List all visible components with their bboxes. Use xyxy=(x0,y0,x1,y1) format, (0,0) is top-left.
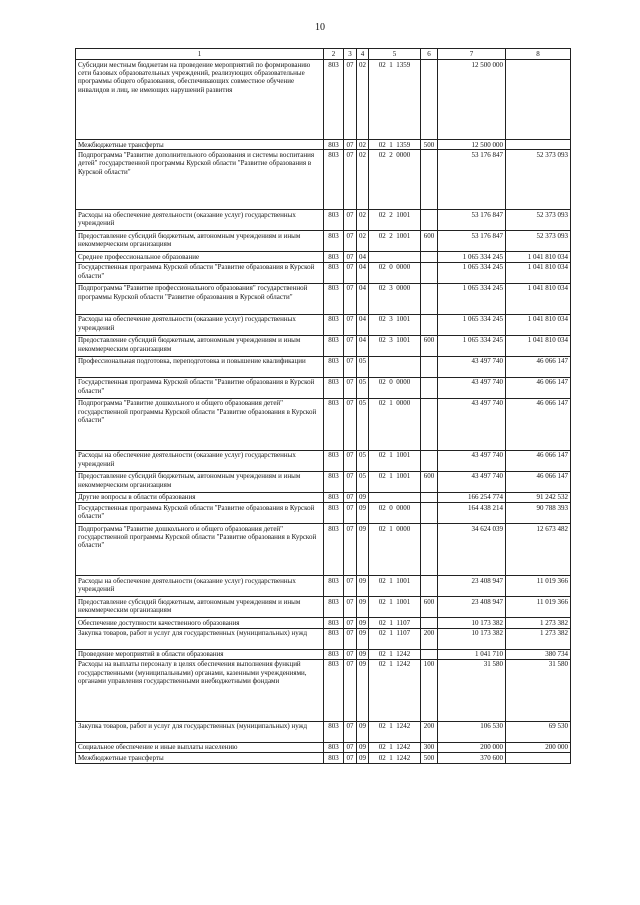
row-name-cell: Межбюджетные трансферты xyxy=(76,140,324,150)
row-grbs-cell: 803 xyxy=(324,60,344,140)
row-target-article-cell: 02 0 0000 xyxy=(369,377,421,398)
row-expense-type-cell xyxy=(421,210,438,231)
row-subsection-cell: 04 xyxy=(357,262,369,283)
row-target-article-cell: 02 1 1359 xyxy=(369,140,421,150)
row-expense-type-cell xyxy=(421,576,438,597)
table-row xyxy=(76,649,571,659)
row-target-article-cell: 02 0 0000 xyxy=(369,503,421,524)
row-amount-year1-cell: 200 000 xyxy=(438,742,506,752)
row-amount-year2-cell: 1 041 810 034 xyxy=(506,314,571,335)
row-amount-year2-cell: 1 041 810 034 xyxy=(506,262,571,283)
row-section-cell: 07 xyxy=(344,60,357,140)
row-expense-type-cell: 200 xyxy=(421,721,438,742)
row-amount-year2-cell: 380 734 xyxy=(506,649,571,659)
row-expense-type-cell: 600 xyxy=(421,231,438,252)
row-expense-type-cell: 500 xyxy=(421,140,438,150)
page-number: 10 xyxy=(315,22,325,33)
table-row xyxy=(76,753,571,763)
row-grbs-cell: 803 xyxy=(324,649,344,659)
row-subsection-cell: 09 xyxy=(357,597,369,618)
row-amount-year1-cell: 34 624 039 xyxy=(438,524,506,576)
row-amount-year1-cell: 1 065 334 245 xyxy=(438,335,506,356)
row-amount-year2-cell: 52 373 093 xyxy=(506,231,571,252)
row-expense-type-cell xyxy=(421,649,438,659)
row-name-cell: Подпрограмма "Развитие дополнительного образования и системы воспитания детей" государственной программы Курской области "Развитие образования в Курской области" xyxy=(76,150,324,210)
row-target-article-cell: 02 1 1242 xyxy=(369,659,421,721)
table-row xyxy=(76,283,571,314)
table-row xyxy=(76,140,571,150)
row-expense-type-cell xyxy=(421,618,438,628)
row-subsection-cell: 05 xyxy=(357,356,369,377)
row-subsection-cell: 09 xyxy=(357,659,369,721)
row-amount-year1-cell: 1 065 334 245 xyxy=(438,314,506,335)
row-amount-year1-cell: 43 497 740 xyxy=(438,377,506,398)
row-amount-year2-cell: 46 066 147 xyxy=(506,377,571,398)
row-expense-type-cell xyxy=(421,314,438,335)
row-subsection-cell: 02 xyxy=(357,150,369,210)
row-amount-year1-cell: 1 065 334 245 xyxy=(438,262,506,283)
row-target-article-cell: 02 1 0000 xyxy=(369,524,421,576)
row-target-article-cell: 02 1 1242 xyxy=(369,649,421,659)
row-grbs-cell: 803 xyxy=(324,597,344,618)
row-grbs-cell: 803 xyxy=(324,576,344,597)
row-name-cell: Подпрограмма "Развитие профессионального образования" государственной программы Курской области "Развитие образования в Курской области" xyxy=(76,283,324,314)
row-section-cell: 07 xyxy=(344,252,357,262)
row-subsection-cell: 09 xyxy=(357,742,369,752)
row-target-article-cell: 02 1 1242 xyxy=(369,742,421,752)
row-subsection-cell: 09 xyxy=(357,503,369,524)
row-name-cell: Межбюджетные трансферты xyxy=(76,753,324,763)
table-row xyxy=(76,618,571,628)
row-expense-type-cell: 100 xyxy=(421,659,438,721)
row-amount-year2-cell: 200 000 xyxy=(506,742,571,752)
row-section-cell: 07 xyxy=(344,335,357,356)
row-subsection-cell: 09 xyxy=(357,721,369,742)
row-subsection-cell: 09 xyxy=(357,524,369,576)
row-section-cell: 07 xyxy=(344,314,357,335)
row-section-cell: 07 xyxy=(344,140,357,150)
row-amount-year2-cell: 12 673 482 xyxy=(506,524,571,576)
row-amount-year1-cell: 53 176 847 xyxy=(438,210,506,231)
row-subsection-cell: 09 xyxy=(357,576,369,597)
row-amount-year1-cell: 10 173 382 xyxy=(438,628,506,649)
row-section-cell: 07 xyxy=(344,377,357,398)
row-grbs-cell: 803 xyxy=(324,659,344,721)
row-grbs-cell: 803 xyxy=(324,283,344,314)
table-row xyxy=(76,742,571,752)
row-amount-year1-cell: 1 065 334 245 xyxy=(438,283,506,314)
row-name-cell: Расходы на обеспечение деятельности (оказание услуг) государственных учреждений xyxy=(76,210,324,231)
row-expense-type-cell: 600 xyxy=(421,335,438,356)
row-amount-year1-cell: 1 041 710 xyxy=(438,649,506,659)
row-section-cell: 07 xyxy=(344,742,357,752)
row-subsection-cell: 05 xyxy=(357,398,369,450)
row-amount-year1-cell: 53 176 847 xyxy=(438,150,506,210)
row-subsection-cell: 09 xyxy=(357,618,369,628)
row-expense-type-cell xyxy=(421,283,438,314)
row-grbs-cell: 803 xyxy=(324,398,344,450)
row-section-cell: 07 xyxy=(344,262,357,283)
row-target-article-cell: 02 2 1001 xyxy=(369,231,421,252)
row-grbs-cell: 803 xyxy=(324,252,344,262)
row-section-cell: 07 xyxy=(344,471,357,492)
table-row xyxy=(76,597,571,618)
table-row xyxy=(76,231,571,252)
row-name-cell: Предоставление субсидий бюджетным, автономным учреждениям и иным некоммерческим организациям xyxy=(76,231,324,252)
row-target-article-cell: 02 1 1242 xyxy=(369,753,421,763)
row-grbs-cell: 803 xyxy=(324,742,344,752)
header-cell: 8 xyxy=(506,49,571,60)
row-expense-type-cell: 500 xyxy=(421,753,438,763)
row-section-cell: 07 xyxy=(344,618,357,628)
row-target-article-cell xyxy=(369,252,421,262)
row-name-cell: Предоставление субсидий бюджетным, автономным учреждениям и иным некоммерческим организациям xyxy=(76,335,324,356)
row-target-article-cell: 02 2 1001 xyxy=(369,210,421,231)
row-amount-year1-cell: 12 500 000 xyxy=(438,140,506,150)
row-grbs-cell: 803 xyxy=(324,450,344,471)
row-name-cell: Расходы на обеспечение деятельности (оказание услуг) государственных учреждений xyxy=(76,450,324,471)
row-expense-type-cell xyxy=(421,398,438,450)
row-subsection-cell: 02 xyxy=(357,231,369,252)
row-subsection-cell: 04 xyxy=(357,335,369,356)
table-row xyxy=(76,150,571,210)
row-section-cell: 07 xyxy=(344,649,357,659)
row-section-cell: 07 xyxy=(344,576,357,597)
row-amount-year2-cell: 1 273 382 xyxy=(506,618,571,628)
table-row xyxy=(76,471,571,492)
row-grbs-cell: 803 xyxy=(324,262,344,283)
row-amount-year2-cell: 11 019 366 xyxy=(506,576,571,597)
row-section-cell: 07 xyxy=(344,524,357,576)
row-amount-year2-cell: 11 019 366 xyxy=(506,597,571,618)
table-row xyxy=(76,524,571,576)
row-target-article-cell: 02 2 0000 xyxy=(369,150,421,210)
table-row xyxy=(76,659,571,721)
header-cell: 4 xyxy=(357,49,369,60)
row-section-cell: 07 xyxy=(344,597,357,618)
row-name-cell: Подпрограмма "Развитие дошкольного и общего образования детей" государственной программы Курской области "Развитие образования в Курской области" xyxy=(76,398,324,450)
row-amount-year2-cell: 90 788 393 xyxy=(506,503,571,524)
table-row xyxy=(76,503,571,524)
table-row xyxy=(76,314,571,335)
header-cell: 5 xyxy=(369,49,421,60)
row-target-article-cell: 02 3 1001 xyxy=(369,335,421,356)
table-row xyxy=(76,492,571,502)
row-section-cell: 07 xyxy=(344,659,357,721)
row-amount-year2-cell: 46 066 147 xyxy=(506,356,571,377)
row-section-cell: 07 xyxy=(344,283,357,314)
row-name-cell: Профессиональная подготовка, переподготовка и повышение квалификации xyxy=(76,356,324,377)
table-row xyxy=(76,252,571,262)
row-grbs-cell: 803 xyxy=(324,335,344,356)
row-amount-year2-cell: 46 066 147 xyxy=(506,450,571,471)
row-grbs-cell: 803 xyxy=(324,618,344,628)
row-name-cell: Подпрограмма "Развитие дошкольного и общего образования детей" государственной программы Курской области "Развитие образования в Курской области" xyxy=(76,524,324,576)
row-target-article-cell: 02 1 1242 xyxy=(369,721,421,742)
row-amount-year1-cell: 43 497 740 xyxy=(438,356,506,377)
row-grbs-cell: 803 xyxy=(324,503,344,524)
row-grbs-cell: 803 xyxy=(324,356,344,377)
row-grbs-cell: 803 xyxy=(324,471,344,492)
row-section-cell: 07 xyxy=(344,753,357,763)
row-amount-year2-cell: 52 373 093 xyxy=(506,210,571,231)
row-name-cell: Государственная программа Курской области "Развитие образования в Курской области" xyxy=(76,262,324,283)
row-subsection-cell: 04 xyxy=(357,283,369,314)
row-amount-year2-cell: 52 373 093 xyxy=(506,150,571,210)
row-section-cell: 07 xyxy=(344,628,357,649)
table-row xyxy=(76,377,571,398)
row-target-article-cell: 02 3 0000 xyxy=(369,283,421,314)
row-target-article-cell: 02 1 0000 xyxy=(369,398,421,450)
row-amount-year1-cell: 43 497 740 xyxy=(438,471,506,492)
row-amount-year1-cell: 164 438 214 xyxy=(438,503,506,524)
row-subsection-cell: 04 xyxy=(357,314,369,335)
row-amount-year2-cell: 91 242 532 xyxy=(506,492,571,502)
row-name-cell: Предоставление субсидий бюджетным, автономным учреждениям и иным некоммерческим организациям xyxy=(76,471,324,492)
row-amount-year2-cell: 1 273 382 xyxy=(506,628,571,649)
row-name-cell: Закупка товаров, работ и услуг для государственных (муниципальных) нужд xyxy=(76,628,324,649)
row-subsection-cell: 05 xyxy=(357,377,369,398)
row-name-cell: Предоставление субсидий бюджетным, автономным учреждениям и иным некоммерческим организациям xyxy=(76,597,324,618)
row-amount-year2-cell: 46 066 147 xyxy=(506,471,571,492)
header-cell: 6 xyxy=(421,49,438,60)
row-expense-type-cell: 200 xyxy=(421,628,438,649)
row-name-cell: Расходы на обеспечение деятельности (оказание услуг) государственных учреждений xyxy=(76,314,324,335)
row-amount-year1-cell: 106 530 xyxy=(438,721,506,742)
table-row xyxy=(76,335,571,356)
row-name-cell: Расходы на обеспечение деятельности (оказание услуг) государственных учреждений xyxy=(76,576,324,597)
header-cell: 1 xyxy=(76,49,324,60)
row-section-cell: 07 xyxy=(344,450,357,471)
budget-table xyxy=(75,48,571,764)
row-name-cell: Другие вопросы в области образования xyxy=(76,492,324,502)
row-name-cell: Среднее профессиональное образование xyxy=(76,252,324,262)
table-row xyxy=(76,60,571,140)
table-row xyxy=(76,721,571,742)
row-name-cell: Социальное обеспечение и иные выплаты населению xyxy=(76,742,324,752)
row-subsection-cell: 09 xyxy=(357,492,369,502)
row-amount-year2-cell: 1 041 810 034 xyxy=(506,283,571,314)
row-subsection-cell: 05 xyxy=(357,450,369,471)
header-cell: 7 xyxy=(438,49,506,60)
row-subsection-cell: 02 xyxy=(357,140,369,150)
row-amount-year2-cell: 46 066 147 xyxy=(506,398,571,450)
row-expense-type-cell xyxy=(421,492,438,502)
row-target-article-cell: 02 1 1001 xyxy=(369,597,421,618)
row-expense-type-cell xyxy=(421,356,438,377)
row-expense-type-cell xyxy=(421,150,438,210)
row-name-cell: Государственная программа Курской области "Развитие образования в Курской области" xyxy=(76,503,324,524)
row-grbs-cell: 803 xyxy=(324,721,344,742)
row-expense-type-cell xyxy=(421,524,438,576)
row-subsection-cell: 02 xyxy=(357,60,369,140)
row-amount-year1-cell: 23 408 947 xyxy=(438,576,506,597)
row-section-cell: 07 xyxy=(344,210,357,231)
row-amount-year1-cell: 23 408 947 xyxy=(438,597,506,618)
row-expense-type-cell xyxy=(421,252,438,262)
row-grbs-cell: 803 xyxy=(324,314,344,335)
row-subsection-cell: 09 xyxy=(357,649,369,659)
row-target-article-cell: 02 1 1001 xyxy=(369,471,421,492)
row-name-cell: Субсидии местным бюджетам на проведение мероприятий по формированию сети базовых образовательных учреждений, реализующих образовательные программы общего образования, обеспечивающих совместное обучение инвалидов и лиц, не имеющих нарушений развития xyxy=(76,60,324,140)
row-name-cell: Государственная программа Курской области "Развитие образования в Курской области" xyxy=(76,377,324,398)
row-subsection-cell: 09 xyxy=(357,628,369,649)
row-expense-type-cell xyxy=(421,60,438,140)
row-target-article-cell: 02 1 1107 xyxy=(369,628,421,649)
row-amount-year2-cell: 31 580 xyxy=(506,659,571,721)
row-grbs-cell: 803 xyxy=(324,150,344,210)
row-amount-year1-cell: 43 497 740 xyxy=(438,398,506,450)
row-name-cell: Проведение мероприятий в области образования xyxy=(76,649,324,659)
row-expense-type-cell: 600 xyxy=(421,471,438,492)
row-amount-year1-cell: 370 600 xyxy=(438,753,506,763)
row-grbs-cell: 803 xyxy=(324,492,344,502)
table-row xyxy=(76,398,571,450)
row-section-cell: 07 xyxy=(344,503,357,524)
table-row xyxy=(76,356,571,377)
row-amount-year2-cell: 69 530 xyxy=(506,721,571,742)
row-section-cell: 07 xyxy=(344,231,357,252)
row-target-article-cell xyxy=(369,492,421,502)
header-cell: 3 xyxy=(344,49,357,60)
row-amount-year2-cell xyxy=(506,60,571,140)
row-grbs-cell: 803 xyxy=(324,524,344,576)
row-target-article-cell: 02 3 1001 xyxy=(369,314,421,335)
row-grbs-cell: 803 xyxy=(324,140,344,150)
row-subsection-cell: 09 xyxy=(357,753,369,763)
row-subsection-cell: 05 xyxy=(357,471,369,492)
table-row xyxy=(76,210,571,231)
row-name-cell: Расходы на выплаты персоналу в целях обеспечения выполнения функций государственными (муниципальными) органами, казенными учреждениями, органами управления государственными внебюджетными фондами xyxy=(76,659,324,721)
row-amount-year1-cell: 166 254 774 xyxy=(438,492,506,502)
row-section-cell: 07 xyxy=(344,721,357,742)
header-cell: 2 xyxy=(324,49,344,60)
table-row xyxy=(76,628,571,649)
row-grbs-cell: 803 xyxy=(324,753,344,763)
row-target-article-cell: 02 1 1359 xyxy=(369,60,421,140)
row-section-cell: 07 xyxy=(344,356,357,377)
row-target-article-cell: 02 1 1001 xyxy=(369,576,421,597)
row-target-article-cell: 02 0 0000 xyxy=(369,262,421,283)
row-amount-year2-cell xyxy=(506,753,571,763)
table-row xyxy=(76,450,571,471)
row-amount-year1-cell: 31 580 xyxy=(438,659,506,721)
row-name-cell: Закупка товаров, работ и услуг для государственных (муниципальных) нужд xyxy=(76,721,324,742)
row-expense-type-cell: 600 xyxy=(421,597,438,618)
row-amount-year2-cell xyxy=(506,140,571,150)
row-amount-year2-cell: 1 041 810 034 xyxy=(506,335,571,356)
table-row xyxy=(76,262,571,283)
row-grbs-cell: 803 xyxy=(324,231,344,252)
row-section-cell: 07 xyxy=(344,492,357,502)
row-expense-type-cell: 300 xyxy=(421,742,438,752)
row-amount-year1-cell: 10 173 382 xyxy=(438,618,506,628)
row-subsection-cell: 02 xyxy=(357,210,369,231)
table-header-row xyxy=(76,49,571,60)
row-expense-type-cell xyxy=(421,503,438,524)
row-section-cell: 07 xyxy=(344,150,357,210)
row-section-cell: 07 xyxy=(344,398,357,450)
row-grbs-cell: 803 xyxy=(324,377,344,398)
row-expense-type-cell xyxy=(421,377,438,398)
table-row xyxy=(76,576,571,597)
row-amount-year1-cell: 43 497 740 xyxy=(438,450,506,471)
row-amount-year1-cell: 12 500 000 xyxy=(438,60,506,140)
row-expense-type-cell xyxy=(421,262,438,283)
row-expense-type-cell xyxy=(421,450,438,471)
row-subsection-cell: 04 xyxy=(357,252,369,262)
row-amount-year2-cell: 1 041 810 034 xyxy=(506,252,571,262)
row-target-article-cell: 02 1 1001 xyxy=(369,450,421,471)
row-grbs-cell: 803 xyxy=(324,628,344,649)
row-name-cell: Обеспечение доступности качественного образования xyxy=(76,618,324,628)
row-target-article-cell: 02 1 1107 xyxy=(369,618,421,628)
row-target-article-cell xyxy=(369,356,421,377)
row-amount-year1-cell: 53 176 847 xyxy=(438,231,506,252)
row-grbs-cell: 803 xyxy=(324,210,344,231)
row-amount-year1-cell: 1 065 334 245 xyxy=(438,252,506,262)
